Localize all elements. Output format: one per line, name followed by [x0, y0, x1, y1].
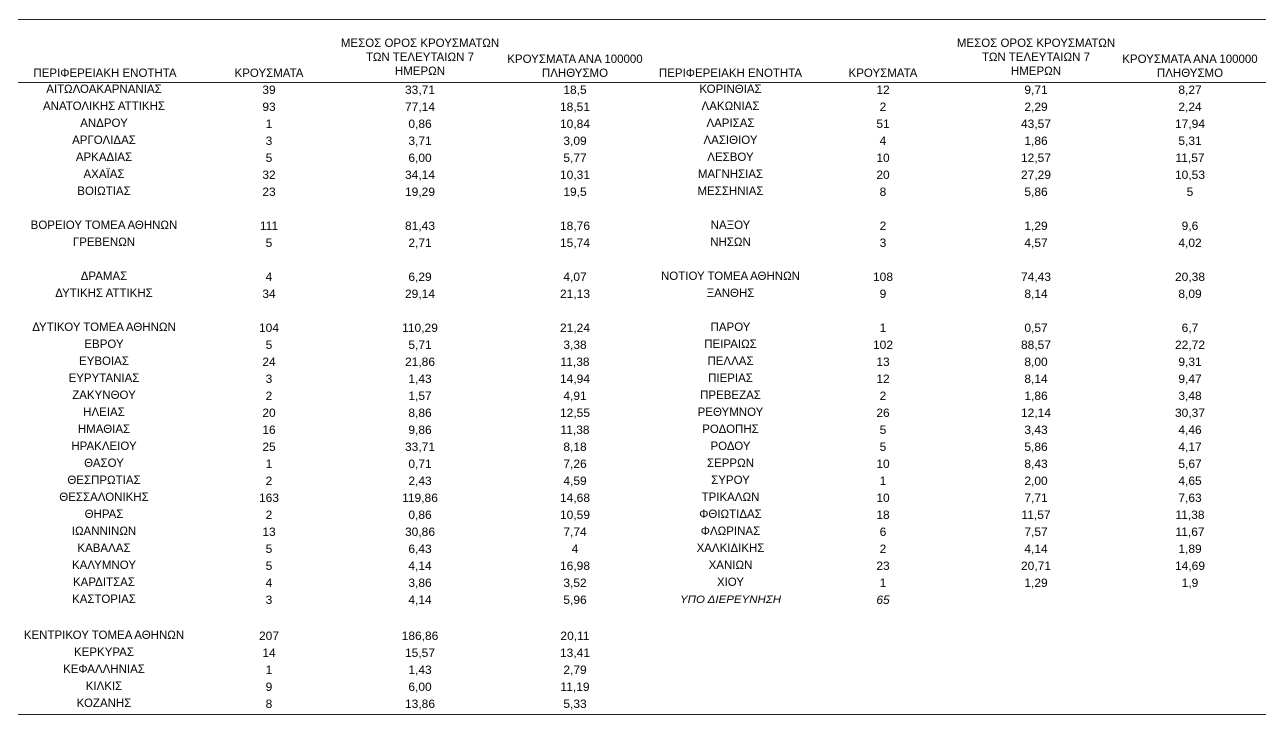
- cell-name: ΚΑΣΤΟΡΙΑΣ: [72, 594, 136, 606]
- right-header-per100k-line1: ΚΡΟΥΣΜΑΤΑ ΑΝΑ 100000: [1122, 54, 1258, 66]
- cell-avg: 0,57: [1024, 321, 1048, 335]
- cell-cases: 2: [879, 542, 887, 556]
- cell-cases: 207: [258, 629, 280, 643]
- cell-cases: 18: [876, 508, 890, 522]
- cell-cases: 5: [265, 338, 273, 352]
- cell-name: ΒΟΙΩΤΙΑΣ: [77, 186, 131, 198]
- cell-name: ΒΟΡΕΙΟΥ ΤΟΜΕΑ ΑΘΗΝΩΝ: [30, 220, 178, 232]
- cell-name: ΙΩΑΝΝΙΝΩΝ: [71, 526, 137, 538]
- cell-avg: 33,71: [404, 440, 436, 454]
- table-row: [0, 185, 1282, 202]
- cell-avg: 8,43: [1024, 457, 1048, 471]
- cell-per100k: 5: [1186, 185, 1194, 199]
- cell-name: ΑΡΚΑΔΙΑΣ: [75, 152, 133, 164]
- left-header-per100k-line1: ΚΡΟΥΣΜΑΤΑ ΑΝΑ 100000: [507, 54, 643, 66]
- cell-avg: 29,14: [404, 287, 436, 301]
- cell-cases: 1: [265, 457, 273, 471]
- cell-per100k: 16,98: [559, 559, 591, 573]
- cell-per100k: 4: [571, 542, 579, 556]
- cell-per100k: 1,89: [1178, 542, 1202, 556]
- cell-name: ΓΡΕΒΕΝΩΝ: [72, 237, 136, 249]
- cell-avg: 4,14: [408, 559, 432, 573]
- table-row: [0, 151, 1282, 168]
- cell-cases: 163: [258, 491, 280, 505]
- cell-name: ΠΡΕΒΕΖΑΣ: [700, 390, 761, 402]
- cell-cases: 2: [879, 389, 887, 403]
- cell-per100k: 10,84: [559, 117, 591, 131]
- cell-cases: 1: [879, 576, 887, 590]
- cell-name: ΠΑΡΟΥ: [710, 322, 751, 334]
- cell-cases: 2: [879, 100, 887, 114]
- bottom-rule: [18, 714, 1266, 715]
- cell-per100k: 6,7: [1181, 321, 1199, 335]
- cell-avg: 3,43: [1024, 423, 1048, 437]
- cell-per100k: 17,94: [1174, 117, 1206, 131]
- cell-cases: 2: [265, 508, 273, 522]
- table-row: [0, 219, 1282, 236]
- cell-cases: 2: [265, 389, 273, 403]
- cell-avg: 9,86: [408, 423, 432, 437]
- cell-per100k: 3,52: [563, 576, 587, 590]
- cell-name: ΚΟΡΙΝΘΙΑΣ: [699, 84, 762, 96]
- cell-per100k: 5,67: [1178, 457, 1202, 471]
- cell-cases: 3: [265, 134, 273, 148]
- cell-per100k: 4,46: [1178, 423, 1202, 437]
- cell-cases: 102: [872, 338, 894, 352]
- cell-avg: 12,14: [1020, 406, 1052, 420]
- cell-per100k: 4,59: [563, 474, 587, 488]
- cell-name: ΠΙΕΡΙΑΣ: [708, 373, 753, 385]
- cell-avg: 6,00: [408, 151, 432, 165]
- table-row: [0, 697, 1282, 714]
- cell-cases: 5: [265, 151, 273, 165]
- cell-avg: 74,43: [1020, 270, 1052, 284]
- cell-avg: 2,29: [1024, 100, 1048, 114]
- cell-per100k: 10,59: [559, 508, 591, 522]
- cell-per100k: 15,74: [559, 236, 591, 250]
- cell-cases: 25: [262, 440, 276, 454]
- cell-cases: 4: [879, 134, 887, 148]
- cell-cases: 2: [265, 474, 273, 488]
- table-row: [0, 236, 1282, 253]
- cell-avg: 1,57: [408, 389, 432, 403]
- cell-cases: 5: [879, 440, 887, 454]
- cell-name: ΚΕΦΑΛΛΗΝΙΑΣ: [63, 664, 145, 676]
- cell-name: ΗΛΕΙΑΣ: [83, 407, 125, 419]
- cell-cases: 5: [265, 559, 273, 573]
- cell-cases: 1: [879, 321, 887, 335]
- cell-avg: 2,00: [1024, 474, 1048, 488]
- cell-cases: 34: [262, 287, 276, 301]
- cell-name: ΑΡΓΟΛΙΔΑΣ: [72, 135, 136, 147]
- cell-name: ΑΝΔΡΟΥ: [80, 118, 128, 130]
- cell-cases: 12: [876, 83, 890, 97]
- cell-cases: 3: [879, 236, 887, 250]
- table-row: [0, 100, 1282, 117]
- cell-avg: 2,43: [408, 474, 432, 488]
- cell-per100k: 20,11: [560, 629, 590, 643]
- left-header-avg-line1: ΜΕΣΟΣ ΟΡΟΣ ΚΡΟΥΣΜΑΤΩΝ: [340, 38, 500, 50]
- left-header-avg-line3: ΗΜΕΡΩΝ: [394, 66, 446, 78]
- cell-per100k: 2,24: [1178, 100, 1202, 114]
- cell-name: ΣΕΡΡΩΝ: [706, 458, 755, 470]
- cell-per100k: 8,27: [1178, 83, 1202, 97]
- cell-cases: 26: [876, 406, 890, 420]
- cell-avg: 8,00: [1024, 355, 1048, 369]
- cell-name: ΛΑΚΩΝΙΑΣ: [701, 101, 760, 113]
- cell-cases: 10: [876, 151, 890, 165]
- table-row: [0, 491, 1282, 508]
- right-header-avg-line1: ΜΕΣΟΣ ΟΡΟΣ ΚΡΟΥΣΜΑΤΩΝ: [956, 38, 1116, 50]
- cell-per100k: 22,72: [1174, 338, 1206, 352]
- cell-name: ΡΟΔΟΥ: [710, 441, 751, 453]
- table-row: [0, 663, 1282, 680]
- cell-per100k: 30,37: [1174, 406, 1206, 420]
- right-header-cases: ΚΡΟΥΣΜΑΤΑ: [848, 68, 918, 80]
- cell-name: ΑΧΑΪΑΣ: [83, 169, 125, 181]
- cell-avg: 8,14: [1024, 372, 1048, 386]
- cell-avg: 5,71: [408, 338, 432, 352]
- cell-per100k: 20,38: [1174, 270, 1206, 284]
- cell-per100k: 5,33: [563, 697, 587, 711]
- cell-avg: 7,57: [1024, 525, 1048, 539]
- cell-avg: 8,86: [408, 406, 432, 420]
- right-header-avg-line3: ΗΜΕΡΩΝ: [1010, 66, 1062, 78]
- cell-cases: 51: [876, 117, 890, 131]
- table-row: [0, 321, 1282, 338]
- cell-cases: 1: [265, 117, 273, 131]
- table-row: [0, 287, 1282, 304]
- cell-avg: 186,86: [401, 629, 439, 643]
- cell-avg: 1,86: [1024, 134, 1048, 148]
- cell-name: ΣΥΡΟΥ: [711, 475, 750, 487]
- cell-per100k: 4,91: [563, 389, 587, 403]
- cell-avg: 0,71: [408, 457, 432, 471]
- cell-cases: 10: [876, 491, 890, 505]
- cell-name: ΦΛΩΡΙΝΑΣ: [700, 526, 761, 538]
- table-row: [0, 168, 1282, 185]
- table-row: [0, 423, 1282, 440]
- cell-name: ΡΕΘΥΜΝΟΥ: [697, 407, 764, 419]
- cell-per100k: 4,02: [1178, 236, 1202, 250]
- cell-per100k: 3,48: [1178, 389, 1202, 403]
- table-row: [0, 406, 1282, 423]
- cell-avg: 21,86: [404, 355, 436, 369]
- cell-avg: 4,57: [1024, 236, 1048, 250]
- cell-name: ΗΜΑΘΙΑΣ: [77, 424, 131, 436]
- cell-cases: 23: [876, 559, 890, 573]
- cell-avg: 77,14: [404, 100, 436, 114]
- table-row: [0, 646, 1282, 663]
- cell-cases: 1: [265, 663, 273, 677]
- cell-cases: 16: [262, 423, 276, 437]
- cell-avg: 1,86: [1024, 389, 1048, 403]
- cell-name: ΚΑΛΥΜΝΟΥ: [72, 560, 136, 572]
- cell-cases: 9: [265, 680, 273, 694]
- cell-name: ΚΑΒΑΛΑΣ: [77, 543, 131, 555]
- cell-avg: 1,43: [408, 372, 432, 386]
- cell-avg: 30,86: [404, 525, 436, 539]
- cell-per100k: 14,94: [559, 372, 591, 386]
- cell-avg: 4,14: [408, 593, 432, 607]
- cell-name: ΕΒΡΟΥ: [84, 339, 124, 351]
- left-header-per100k-line2: ΠΛΗΘΥΣΜΟ: [541, 68, 609, 80]
- table-row: [0, 389, 1282, 406]
- table-row: [0, 542, 1282, 559]
- cell-avg: 3,71: [408, 134, 432, 148]
- table-row: [0, 83, 1282, 100]
- cell-per100k: 19,5: [563, 185, 587, 199]
- cell-name: ΜΕΣΣΗΝΙΑΣ: [697, 186, 764, 198]
- cell-per100k: 11,57: [1175, 151, 1205, 165]
- cell-per100k: 4,17: [1178, 440, 1202, 454]
- cell-per100k: 11,19: [560, 680, 590, 694]
- table-row: [0, 355, 1282, 372]
- cell-name: ΗΡΑΚΛΕΙΟΥ: [71, 441, 137, 453]
- cell-avg: 12,57: [1020, 151, 1052, 165]
- cell-per100k: 3,09: [563, 134, 587, 148]
- cell-per100k: 11,67: [1175, 525, 1205, 539]
- cell-avg: 0,86: [408, 117, 432, 131]
- cell-cases: 3: [265, 372, 273, 386]
- cell-name: ΤΡΙΚΑΛΩΝ: [701, 492, 760, 504]
- cell-per100k: 13,41: [559, 646, 591, 660]
- cell-name: ΚΑΡΔΙΤΣΑΣ: [73, 577, 135, 589]
- right-header-per100k-line2: ΠΛΗΘΥΣΜΟ: [1156, 68, 1224, 80]
- cell-per100k: 4,07: [563, 270, 587, 284]
- cell-name: ΘΗΡΑΣ: [84, 509, 124, 521]
- table-row: [0, 270, 1282, 287]
- cell-per100k: 9,6: [1181, 219, 1199, 233]
- cell-per100k: 3,38: [563, 338, 587, 352]
- cell-avg: 34,14: [404, 168, 436, 182]
- table-row: [0, 576, 1282, 593]
- cell-per100k: 18,5: [563, 83, 587, 97]
- cell-name: ΛΑΣΙΘΙΟΥ: [703, 135, 758, 147]
- cell-avg: 1,29: [1024, 219, 1048, 233]
- cell-cases: 111: [259, 219, 279, 233]
- cell-avg: 88,57: [1020, 338, 1052, 352]
- cell-per100k: 14,68: [559, 491, 591, 505]
- cell-per100k: 5,77: [563, 151, 587, 165]
- table-row: [0, 440, 1282, 457]
- cell-avg: 6,43: [408, 542, 432, 556]
- cell-name: ΝΑΞΟΥ: [710, 220, 751, 232]
- cell-avg: 5,86: [1024, 185, 1048, 199]
- cell-cases: 8: [879, 185, 887, 199]
- table-row: [0, 457, 1282, 474]
- left-header-cases: ΚΡΟΥΣΜΑΤΑ: [234, 68, 304, 80]
- cell-cases: 93: [262, 100, 276, 114]
- cell-per100k: 18,76: [559, 219, 591, 233]
- cell-cases: 9: [879, 287, 887, 301]
- cell-name: ΦΘΙΩΤΙΔΑΣ: [699, 509, 762, 521]
- cell-name: ΧΙΟΥ: [716, 577, 745, 589]
- cell-per100k: 14,69: [1174, 559, 1206, 573]
- cell-name: ΔΥΤΙΚΟΥ ΤΟΜΕΑ ΑΘΗΝΩΝ: [32, 322, 176, 334]
- table-row: [0, 629, 1282, 646]
- cell-cases: 12: [876, 372, 890, 386]
- cell-per100k: 2,79: [563, 663, 587, 677]
- cell-cases: 10: [876, 457, 890, 471]
- cell-avg: 2,71: [408, 236, 432, 250]
- cell-name: ΝΗΣΩΝ: [710, 237, 751, 249]
- cell-cases: 13: [262, 525, 276, 539]
- table-row: [0, 338, 1282, 355]
- cell-cases: 8: [265, 697, 273, 711]
- cell-per100k: 21,24: [559, 321, 591, 335]
- cell-avg: 1,43: [408, 663, 432, 677]
- cell-cases: 23: [262, 185, 276, 199]
- cell-cases: 108: [872, 270, 894, 284]
- cell-name: ΘΕΣΠΡΩΤΙΑΣ: [67, 475, 141, 487]
- cell-per100k: 10,31: [559, 168, 591, 182]
- cell-avg: 9,71: [1024, 83, 1048, 97]
- left-header-avg-line2: ΤΩΝ ΤΕΛΕΥΤΑΙΩΝ 7: [366, 52, 474, 64]
- cell-avg: 6,29: [408, 270, 432, 284]
- cell-avg: 8,14: [1024, 287, 1048, 301]
- cell-cases: 6: [879, 525, 887, 539]
- cell-avg: 119,86: [402, 491, 438, 505]
- cell-avg: 110,29: [402, 321, 438, 335]
- cell-avg: 6,00: [408, 680, 432, 694]
- cell-avg: 15,57: [404, 646, 436, 660]
- cell-name: ΡΟΔΟΠΗΣ: [702, 424, 759, 436]
- cell-cases: 2: [879, 219, 887, 233]
- cell-per100k: 9,31: [1178, 355, 1202, 369]
- cell-name: ΚΕΡΚΥΡΑΣ: [74, 647, 134, 659]
- cell-cases: 24: [262, 355, 276, 369]
- cell-cases: 39: [262, 83, 276, 97]
- cell-name: ΚΙΛΚΙΣ: [85, 681, 123, 693]
- cell-cases: 5: [879, 423, 887, 437]
- cell-name: ΕΥΒΟΙΑΣ: [79, 356, 129, 368]
- cell-name: ΞΑΝΘΗΣ: [706, 288, 755, 300]
- cell-cases: 13: [876, 355, 890, 369]
- cell-name: ΚΕΝΤΡΙΚΟΥ ΤΟΜΕΑ ΑΘΗΝΩΝ: [23, 630, 185, 642]
- table-row: [0, 117, 1282, 134]
- cell-per100k: 11,38: [560, 355, 590, 369]
- cell-avg: 5,86: [1024, 440, 1048, 454]
- cell-avg: 0,86: [408, 508, 432, 522]
- cell-cases: 5: [265, 236, 273, 250]
- cell-name: ΚΟΖΑΝΗΣ: [76, 698, 132, 710]
- cell-cases: 20: [262, 406, 276, 420]
- cell-avg: 81,43: [404, 219, 436, 233]
- table-row: [0, 525, 1282, 542]
- top-rule: [18, 19, 1266, 20]
- cell-name: ΧΑΝΙΩΝ: [708, 560, 753, 572]
- cell-per100k: 10,53: [1174, 168, 1206, 182]
- cell-cases: 3: [265, 593, 273, 607]
- cell-name: ΝΟΤΙΟΥ ΤΟΜΕΑ ΑΘΗΝΩΝ: [661, 271, 800, 283]
- cell-per100k: 18,51: [559, 100, 591, 114]
- cell-name: ΔΡΑΜΑΣ: [80, 271, 128, 283]
- cell-per100k: 8,18: [563, 440, 587, 454]
- cell-avg: 43,57: [1020, 117, 1052, 131]
- cell-per100k: 5,96: [563, 593, 587, 607]
- cell-name: ΑΙΤΩΛΟΑΚΑΡΝΑΝΙΑΣ: [46, 84, 162, 96]
- cell-cases: 65: [876, 593, 890, 607]
- cell-name: ΘΕΣΣΑΛΟΝΙΚΗΣ: [59, 492, 149, 504]
- cell-cases: 4: [265, 270, 273, 284]
- cell-avg: 1,29: [1024, 576, 1048, 590]
- cell-cases: 32: [262, 168, 276, 182]
- cell-avg: 4,14: [1024, 542, 1048, 556]
- cell-per100k: 1,9: [1181, 576, 1199, 590]
- table-row: [0, 508, 1282, 525]
- cell-avg: 11,57: [1021, 508, 1051, 522]
- table-row: [0, 372, 1282, 389]
- cell-avg: 27,29: [1020, 168, 1052, 182]
- table-row: [0, 134, 1282, 151]
- right-header-region: ΠΕΡΙΦΕΡΕΙΑΚΗ ΕΝΟΤΗΤΑ: [658, 68, 803, 80]
- left-header-region: ΠΕΡΙΦΕΡΕΙΑΚΗ ΕΝΟΤΗΤΑ: [33, 68, 177, 80]
- cell-cases: 104: [258, 321, 280, 335]
- cell-name: ΑΝΑΤΟΛΙΚΗΣ ΑΤΤΙΚΗΣ: [42, 101, 165, 113]
- cell-avg: 7,71: [1024, 491, 1048, 505]
- cell-per100k: 7,63: [1178, 491, 1202, 505]
- table-row: [0, 559, 1282, 576]
- cell-per100k: 8,09: [1178, 287, 1202, 301]
- cell-per100k: 12,55: [559, 406, 591, 420]
- table-row: [0, 680, 1282, 697]
- cell-avg: 20,71: [1020, 559, 1052, 573]
- cell-per100k: 7,74: [563, 525, 587, 539]
- cell-avg: 3,86: [408, 576, 432, 590]
- cell-cases: 20: [876, 168, 890, 182]
- cell-avg: 33,71: [404, 83, 436, 97]
- right-header-avg-line2: ΤΩΝ ΤΕΛΕΥΤΑΙΩΝ 7: [982, 52, 1090, 64]
- cell-per100k: 9,47: [1178, 372, 1202, 386]
- cell-per100k: 4,65: [1178, 474, 1202, 488]
- cell-name: ΛΑΡΙΣΑΣ: [706, 118, 755, 130]
- cell-name: ΠΕΛΛΑΣ: [707, 356, 754, 368]
- cell-name: ΛΕΣΒΟΥ: [707, 152, 754, 164]
- cell-name: ΥΠΟ ΔΙΕΡΕΥΝΗΣΗ: [679, 594, 782, 606]
- cell-name: ΘΑΣΟΥ: [84, 458, 124, 470]
- cell-per100k: 21,13: [559, 287, 591, 301]
- cell-name: ΖΑΚΥΝΘΟΥ: [72, 390, 136, 402]
- cell-cases: 4: [265, 576, 273, 590]
- cell-per100k: 7,26: [563, 457, 587, 471]
- cell-name: ΜΑΓΝΗΣΙΑΣ: [697, 169, 764, 181]
- cell-cases: 14: [262, 646, 276, 660]
- cell-per100k: 11,38: [1175, 508, 1205, 522]
- cell-name: ΧΑΛΚΙΔΙΚΗΣ: [696, 543, 765, 555]
- cell-avg: 19,29: [404, 185, 436, 199]
- cell-name: ΠΕΙΡΑΙΩΣ: [704, 339, 757, 351]
- cell-name: ΕΥΡΥΤΑΝΙΑΣ: [68, 373, 140, 385]
- cell-per100k: 11,38: [560, 423, 590, 437]
- table-row: [0, 474, 1282, 491]
- table-row: [0, 593, 1282, 610]
- cell-cases: 5: [265, 542, 273, 556]
- cell-avg: 13,86: [404, 697, 436, 711]
- cell-cases: 1: [879, 474, 887, 488]
- cell-name: ΔΥΤΙΚΗΣ ΑΤΤΙΚΗΣ: [55, 288, 153, 300]
- cell-per100k: 5,31: [1178, 134, 1202, 148]
